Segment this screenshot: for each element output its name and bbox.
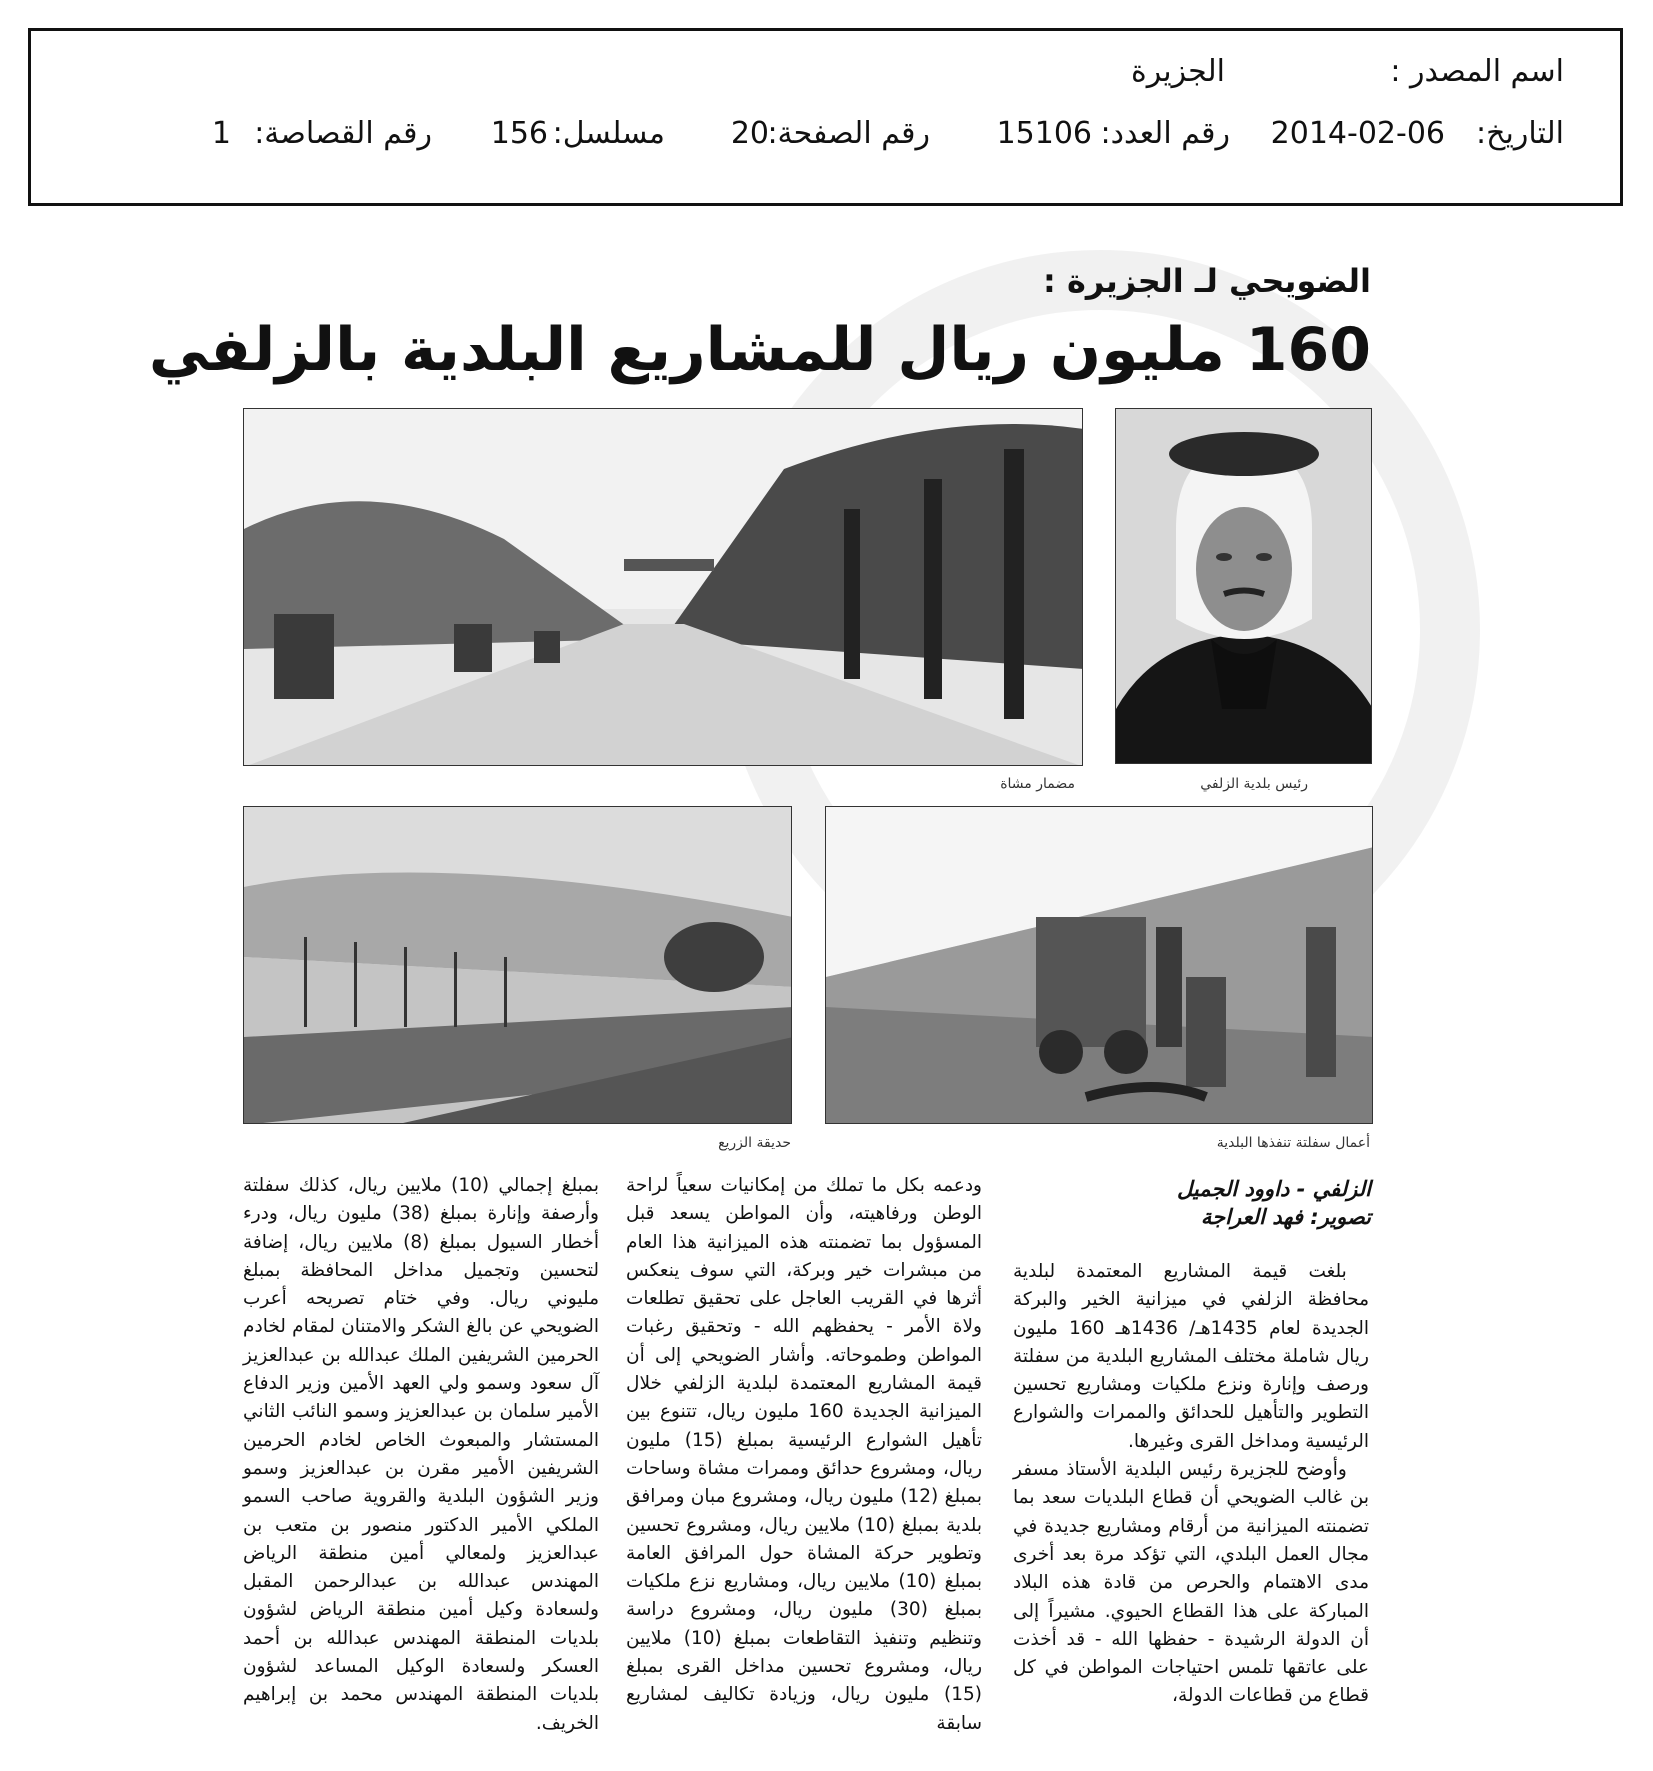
date-label: التاريخ: — [1476, 116, 1564, 151]
paragraph: بمبلغ إجمالي (10) ملايين ريال، كذلك سفلتة وأرصفة وإنارة بمبلغ (38) مليون ريال، ودرء أخطار السيول بمبلغ (8) ملايين ريال، إضافة لتحسين وتجميل مداخل المحافظة بمبلغ مليوني ريال. وفي ختام تصريحه أعرب الضويحي عن بالغ الشكر والامتنان لمقام لخادم الحرمين الشريفين الملك عبدالله بن عبدالعزيز آل سعود وسمو ولي العهد الأمين وزير الدفاع الأمير سلمان بن عبدالعزيز وسمو النائب الثاني المستشار والمبعوث الخاص لخادم الحرمين الشريفين الأمير مقرن بن عبدالعزيز وسمو وزير الشؤون البلدية والقروية صاحب السمو الملكي الأمير الدكتور منصور بن متعب بن عبدالعزيز ولمعالي أمين منطقة الرياض المهندس عبدالله بن عبدالرحمن المقبل ولسعادة وكيل أمين منطقة الرياض لشؤون بلديات المنطقة المهندس عبدالله بن أحمد العسكر ولسعادة الوكيل المساعد لشؤون بلديات المنطقة المهندس محمد بن إبراهيم الخريف. — [243, 1175, 599, 1734]
date-value: 2014-02-06 — [1270, 116, 1445, 151]
park-photo — [243, 806, 792, 1124]
byline-photographer: تصوير: فهد العراجة — [1200, 1205, 1371, 1230]
issue-value: 15106 — [996, 116, 1092, 151]
source-value: الجزيرة — [1130, 54, 1225, 89]
serial-value: 156 — [490, 116, 548, 151]
body-column-2 — [626, 1172, 982, 1738]
byline-author: الزلفي - داوود الجميل — [1177, 1177, 1371, 1201]
body-column-3 — [243, 1172, 599, 1738]
paragraph: ودعمه بكل ما تملك من إمكانيات سعياً لراحة الوطن ورفاهيته، وأن المواطن يسعد قبل المسؤول بما تضمنته هذه الميزانية هذا العام من مبشرات خير وبركة، التي سوف ينعكس أثرها في القريب العاجل على تحقيق تطلعات ولاة الأمر - يحفظهم الله - وتحقيق رغبات المواطن وطموحاته. وأشار الضويحي إلى أن قيمة المشاريع المعتمدة لبلدية الزلفي خلال الميزانية الجديدة 160 مليون ريال، تتنوع بين تأهيل الشوارع الرئيسية بمبلغ (15) مليون ريال، ومشروع حدائق وممرات مشاة وساحات بمبلغ (12) مليون ريال، ومشروع مبان ومرافق بلدية بمبلغ (10) ملايين ريال، ومشروع تحسين وتطوير حركة المشاة حول المرافق العامة بمبلغ (10) ملايين ريال، ومشاريع نزع ملكيات بمبلغ (30) مليون ريال، ومشروع دراسة وتنظيم وتنفيذ التقاطعات بمبلغ (10) ملايين ريال، ومشروع تحسين مداخل القرى بمبلغ (15) مليون ريال، وزيادة تكاليف لمشاريع سابقة — [626, 1175, 983, 1734]
walkway-photo — [243, 408, 1083, 766]
serial-label: مسلسل: — [552, 116, 665, 151]
paragraph: بلغت قيمة المشاريع المعتمدة لبلدية محافظة الزلفي في ميزانية الخير والبركة الجديدة لعام 1435هـ/ 1436هـ 160 مليون ريال شاملة مختلف المشاريع البلدية من سفلتة ورصف وإنارة ونزع ملكيات ومشاريع تحسين التطوير والتأهيل للحدائق والممرات والشوارع الرئيسية ومداخل القرى وغيرها. — [1013, 1261, 1369, 1452]
portrait-photo — [1115, 408, 1372, 764]
clip-label: رقم القصاصة: — [254, 116, 432, 151]
walkway-caption: مضمار مشاة — [1000, 776, 1075, 792]
article-kicker: الضويحي لـ الجزيرة : — [1043, 262, 1371, 300]
clip-value: 1 — [211, 116, 231, 151]
asphalt-photo — [825, 806, 1373, 1124]
body-column-1 — [1013, 1258, 1369, 1711]
issue-label: رقم العدد: — [1100, 116, 1230, 151]
page-label: رقم الصفحة: — [767, 116, 930, 151]
page-value: 20 — [730, 116, 769, 151]
source-label: اسم المصدر : — [1390, 54, 1564, 89]
article-headline: 160 مليون ريال للمشاريع البلدية بالزلفي — [148, 315, 1371, 385]
byline — [1177, 1175, 1371, 1232]
paragraph: وأوضح للجزيرة رئيس البلدية الأستاذ مسفر بن غالب الضويحي أن قطاع البلديات سعد بما تضمنته الميزانية من أرقام ومشاريع جديدة في مجال العمل البلدي، التي تؤكد مرة بعد أخرى مدى الاهتمام والحرص من قادة هذه البلاد المباركة على هذا القطاع الحيوي. مشيراً إلى أن الدولة الرشيدة - حفظها الله - قد أخذت على عاتقها تلمس احتياجات المواطن في كل قطاع من قطاعات الدولة، — [1013, 1459, 1369, 1707]
asphalt-caption: أعمال سفلتة تنفذها البلدية — [1216, 1135, 1370, 1151]
park-caption: حديقة الزريع — [718, 1135, 791, 1151]
portrait-caption: رئيس بلدية الزلفي — [1200, 776, 1308, 792]
